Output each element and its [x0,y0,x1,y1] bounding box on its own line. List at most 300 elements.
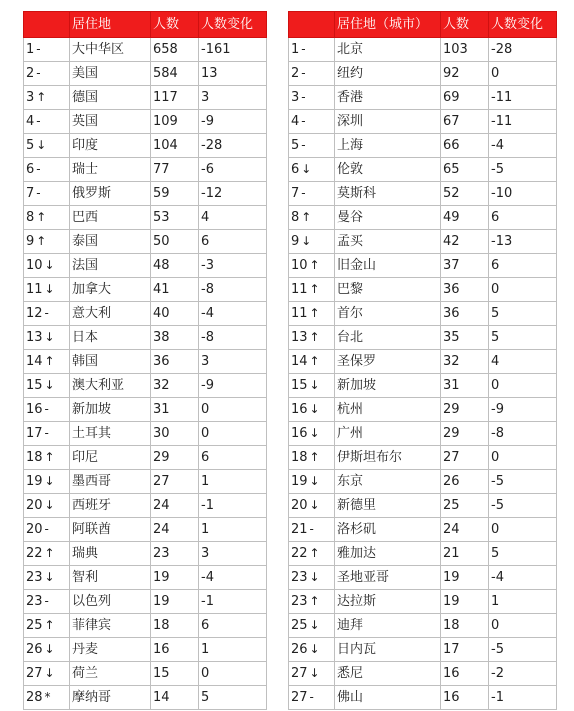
arrow-up-icon: ↑ [36,210,47,224]
arrow-up-icon: ↑ [309,546,320,560]
count-cell: 53 [151,206,199,230]
arrow-down-icon: ↓ [309,402,320,416]
arrow-down-icon: ↓ [309,666,320,680]
table-row [289,254,557,278]
column-header: 人数变化 [199,12,267,38]
rank-number: 10 [26,258,43,273]
table-row [24,398,267,422]
change-cell: -4 [199,302,267,326]
rank-number: 2 [26,66,35,81]
change-cell: 5 [489,326,557,350]
table-row [24,326,267,350]
rank-number: 14 [291,354,308,369]
count-cell: 23 [151,542,199,566]
rank-cell [289,110,335,134]
table-row [289,614,557,638]
column-header: 居住地 [70,12,151,38]
location-cell: 土耳其 [70,422,151,446]
arrow-up-icon: ↑ [301,210,312,224]
arrow-up-icon: ↑ [309,594,320,608]
rank-cell [24,422,70,446]
rank-cell [24,254,70,278]
table-row [289,182,557,206]
rank-cell [24,590,70,614]
location-cell: 香港 [335,86,441,110]
rank-number: 18 [291,450,308,465]
rank-cell [24,686,70,710]
location-cell: 阿联酋 [70,518,151,542]
count-cell: 48 [151,254,199,278]
rank-cell [24,374,70,398]
column-header: 人数 [151,12,199,38]
rank-cell [24,62,70,86]
change-cell: 3 [199,542,267,566]
location-cell: 雅加达 [335,542,441,566]
rank-cell [289,326,335,350]
table-row [24,470,267,494]
table-row [24,62,267,86]
arrow-down-icon: ↓ [301,162,312,176]
rank-number: 4 [26,114,35,129]
location-cell: 印尼 [70,446,151,470]
rank-cell [289,590,335,614]
rank-number: 1 [26,42,35,57]
rank-number: 5 [291,138,300,153]
table-header-row [289,12,557,38]
rank-number: 16 [26,402,43,417]
rank-cell [24,350,70,374]
table-row [289,326,557,350]
table-row [24,350,267,374]
count-cell: 59 [151,182,199,206]
change-cell: 1 [199,638,267,662]
arrow-up-icon: ↑ [309,450,320,464]
count-cell: 19 [441,566,489,590]
location-cell: 丹麦 [70,638,151,662]
rank-number: 13 [291,330,308,345]
column-header: 人数变化 [489,12,557,38]
arrow-up-icon: ↑ [36,90,47,104]
table-row [289,134,557,158]
trend-marker: - [44,426,49,440]
count-cell: 32 [151,374,199,398]
count-cell: 42 [441,230,489,254]
arrow-down-icon: ↓ [309,642,320,656]
rank-number: 27 [291,666,308,681]
column-header [289,12,335,38]
count-cell: 109 [151,110,199,134]
location-cell: 英国 [70,110,151,134]
change-cell: 0 [489,446,557,470]
rank-cell [24,662,70,686]
rank-number: 19 [291,474,308,489]
arrow-down-icon: ↓ [301,234,312,248]
table-row [289,158,557,182]
trend-marker: - [44,522,49,536]
count-cell: 31 [151,398,199,422]
rank-cell [289,518,335,542]
change-cell: 0 [489,614,557,638]
count-cell: 30 [151,422,199,446]
location-cell: 新德里 [335,494,441,518]
location-cell: 巴西 [70,206,151,230]
rank-cell [24,566,70,590]
count-cell: 16 [441,662,489,686]
rank-number: 15 [26,378,43,393]
arrow-down-icon: ↓ [44,642,55,656]
arrow-up-icon: ↑ [44,450,55,464]
change-cell: 6 [199,230,267,254]
arrow-up-icon: ↑ [309,258,320,272]
rank-number: 8 [26,210,35,225]
rank-cell [289,374,335,398]
table-row [289,542,557,566]
count-cell: 24 [441,518,489,542]
change-cell: 6 [489,206,557,230]
location-cell: 上海 [335,134,441,158]
rank-cell [24,110,70,134]
rank-number: 18 [26,450,43,465]
rank-number: 6 [26,162,35,177]
location-cell: 摩纳哥 [70,686,151,710]
rank-cell [289,254,335,278]
rank-number: 5 [26,138,35,153]
change-cell: -9 [199,110,267,134]
table-row [24,230,267,254]
location-cell: 西班牙 [70,494,151,518]
change-cell: 4 [489,350,557,374]
rank-number: 13 [26,330,43,345]
rank-cell [289,398,335,422]
count-cell: 24 [151,494,199,518]
rank-number: 11 [291,306,308,321]
count-cell: 29 [441,398,489,422]
change-cell: -9 [199,374,267,398]
location-cell: 智利 [70,566,151,590]
column-header: 居住地（城市） [335,12,441,38]
arrow-down-icon: ↓ [309,474,320,488]
rank-cell [289,158,335,182]
arrow-up-icon: ↑ [309,282,320,296]
location-cell: 日内瓦 [335,638,441,662]
location-cell: 首尔 [335,302,441,326]
trend-marker: * [44,690,51,704]
trend-marker: - [44,594,49,608]
count-cell: 40 [151,302,199,326]
change-cell: 0 [489,62,557,86]
arrow-down-icon: ↓ [309,618,320,632]
rank-cell [289,566,335,590]
arrow-down-icon: ↓ [309,378,320,392]
count-cell: 103 [441,38,489,62]
location-cell: 日本 [70,326,151,350]
table-row [289,686,557,710]
location-cell: 北京 [335,38,441,62]
location-cell: 台北 [335,326,441,350]
table-row [289,350,557,374]
table-row [24,542,267,566]
rank-number: 27 [291,690,308,705]
location-cell: 孟买 [335,230,441,254]
change-cell: -4 [489,134,557,158]
location-cell: 深圳 [335,110,441,134]
table-row [24,494,267,518]
rank-cell [289,62,335,86]
arrow-up-icon: ↑ [309,354,320,368]
location-cell: 旧金山 [335,254,441,278]
count-cell: 50 [151,230,199,254]
table-row [289,470,557,494]
change-cell: 6 [489,254,557,278]
trend-marker: - [309,522,314,536]
change-cell: -5 [489,494,557,518]
change-cell: -3 [199,254,267,278]
change-cell: 5 [489,302,557,326]
trend-marker: - [36,66,41,80]
rank-number: 8 [291,210,300,225]
trend-marker: - [36,42,41,56]
change-cell: 0 [199,398,267,422]
location-cell: 圣地亚哥 [335,566,441,590]
change-cell: 1 [489,590,557,614]
trend-marker: - [36,114,41,128]
rank-cell [24,302,70,326]
rank-number: 9 [291,234,300,249]
count-cell: 66 [441,134,489,158]
rank-number: 20 [26,498,43,513]
arrow-up-icon: ↑ [36,234,47,248]
table-row [24,662,267,686]
rank-number: 15 [291,378,308,393]
rank-cell [289,614,335,638]
table-row [289,494,557,518]
change-cell: -28 [489,38,557,62]
rank-number: 26 [26,642,43,657]
arrow-down-icon: ↓ [44,474,55,488]
change-cell: 0 [489,374,557,398]
location-cell: 韩国 [70,350,151,374]
rank-cell [289,302,335,326]
count-cell: 117 [151,86,199,110]
rank-number: 16 [291,402,308,417]
rank-cell [289,278,335,302]
table-row [289,398,557,422]
rank-number: 17 [26,426,43,441]
change-cell: 0 [489,518,557,542]
location-cell: 大中华区 [70,38,151,62]
location-cell: 俄罗斯 [70,182,151,206]
count-cell: 27 [151,470,199,494]
table-row [24,518,267,542]
change-cell: -12 [199,182,267,206]
rank-cell [24,230,70,254]
count-cell: 25 [441,494,489,518]
location-cell: 纽约 [335,62,441,86]
location-cell: 澳大利亚 [70,374,151,398]
rank-cell [289,446,335,470]
table-row [289,110,557,134]
count-cell: 69 [441,86,489,110]
location-cell: 洛杉矶 [335,518,441,542]
change-cell: 0 [199,662,267,686]
change-cell: -5 [489,638,557,662]
location-cell: 美国 [70,62,151,86]
rank-cell [24,494,70,518]
count-cell: 29 [441,422,489,446]
rank-number: 11 [291,282,308,297]
location-cell: 莫斯科 [335,182,441,206]
table-row [24,302,267,326]
count-cell: 36 [441,302,489,326]
trend-marker: - [301,42,306,56]
table-row [289,38,557,62]
change-cell: 4 [199,206,267,230]
rank-number: 1 [291,42,300,57]
arrow-down-icon: ↓ [309,426,320,440]
trend-marker: - [36,162,41,176]
count-cell: 104 [151,134,199,158]
change-cell: -8 [489,422,557,446]
table-row [289,446,557,470]
change-cell: -5 [489,470,557,494]
table-row [289,278,557,302]
change-cell: 5 [199,686,267,710]
rank-number: 6 [291,162,300,177]
arrow-down-icon: ↓ [44,666,55,680]
location-cell: 瑞典 [70,542,151,566]
table-row [24,38,267,62]
rank-number: 19 [26,474,43,489]
table-row [24,86,267,110]
table-row [24,110,267,134]
rank-cell [24,326,70,350]
rank-number: 3 [26,90,35,105]
rank-cell [289,230,335,254]
arrow-up-icon: ↑ [44,618,55,632]
table-row [24,638,267,662]
rank-number: 23 [291,570,308,585]
count-cell: 67 [441,110,489,134]
change-cell: 5 [489,542,557,566]
table-row [24,158,267,182]
count-cell: 18 [441,614,489,638]
table-row [24,182,267,206]
count-cell: 19 [151,566,199,590]
arrow-down-icon: ↓ [36,138,47,152]
rank-number: 20 [291,498,308,513]
count-cell: 19 [151,590,199,614]
rank-cell [24,278,70,302]
trend-marker: - [44,402,49,416]
table-row [289,62,557,86]
location-cell: 伊斯坦布尔 [335,446,441,470]
table-header-row [24,12,267,38]
column-header [24,12,70,38]
change-cell: 0 [489,278,557,302]
count-cell: 21 [441,542,489,566]
rank-cell [289,494,335,518]
count-cell: 36 [151,350,199,374]
rank-number: 3 [291,90,300,105]
count-cell: 24 [151,518,199,542]
column-header: 人数 [441,12,489,38]
location-cell: 曼谷 [335,206,441,230]
rank-cell [24,446,70,470]
arrow-up-icon: ↑ [44,546,55,560]
location-cell: 意大利 [70,302,151,326]
rank-number: 11 [26,282,43,297]
location-cell: 佛山 [335,686,441,710]
table-row [24,566,267,590]
change-cell: -10 [489,182,557,206]
count-cell: 77 [151,158,199,182]
location-cell: 迪拜 [335,614,441,638]
change-cell: -161 [199,38,267,62]
table-row [289,86,557,110]
table-row [289,302,557,326]
location-cell: 墨西哥 [70,470,151,494]
rank-number: 22 [291,546,308,561]
table-row [24,686,267,710]
count-cell: 14 [151,686,199,710]
change-cell: 6 [199,614,267,638]
count-cell: 37 [441,254,489,278]
arrow-down-icon: ↓ [44,282,55,296]
location-cell: 东京 [335,470,441,494]
rank-number: 4 [291,114,300,129]
arrow-down-icon: ↓ [309,570,320,584]
rank-cell [24,638,70,662]
rank-number: 27 [26,666,43,681]
rank-number: 22 [26,546,43,561]
table-row [24,254,267,278]
change-cell: 3 [199,86,267,110]
count-cell: 19 [441,590,489,614]
table-row [289,662,557,686]
rank-cell [24,86,70,110]
change-cell: -28 [199,134,267,158]
rank-cell [24,614,70,638]
rank-number: 7 [26,186,35,201]
table-row [24,134,267,158]
trend-marker: - [301,114,306,128]
table-row [24,614,267,638]
rank-cell [289,350,335,374]
arrow-up-icon: ↑ [309,306,320,320]
change-cell: 0 [199,422,267,446]
table-row [289,374,557,398]
change-cell: -11 [489,110,557,134]
rank-cell [24,158,70,182]
count-cell: 29 [151,446,199,470]
arrow-down-icon: ↓ [44,330,55,344]
location-cell: 新加坡 [335,374,441,398]
rank-cell [289,422,335,446]
trend-marker: - [301,66,306,80]
arrow-down-icon: ↓ [44,498,55,512]
table-row [24,374,267,398]
rank-cell [289,686,335,710]
arrow-up-icon: ↑ [309,330,320,344]
trend-marker: - [36,186,41,200]
trend-marker: - [309,690,314,704]
count-cell: 658 [151,38,199,62]
arrow-down-icon: ↓ [44,258,55,272]
rank-cell [289,470,335,494]
change-cell: -1 [199,494,267,518]
change-cell: 6 [199,446,267,470]
table-row [289,638,557,662]
